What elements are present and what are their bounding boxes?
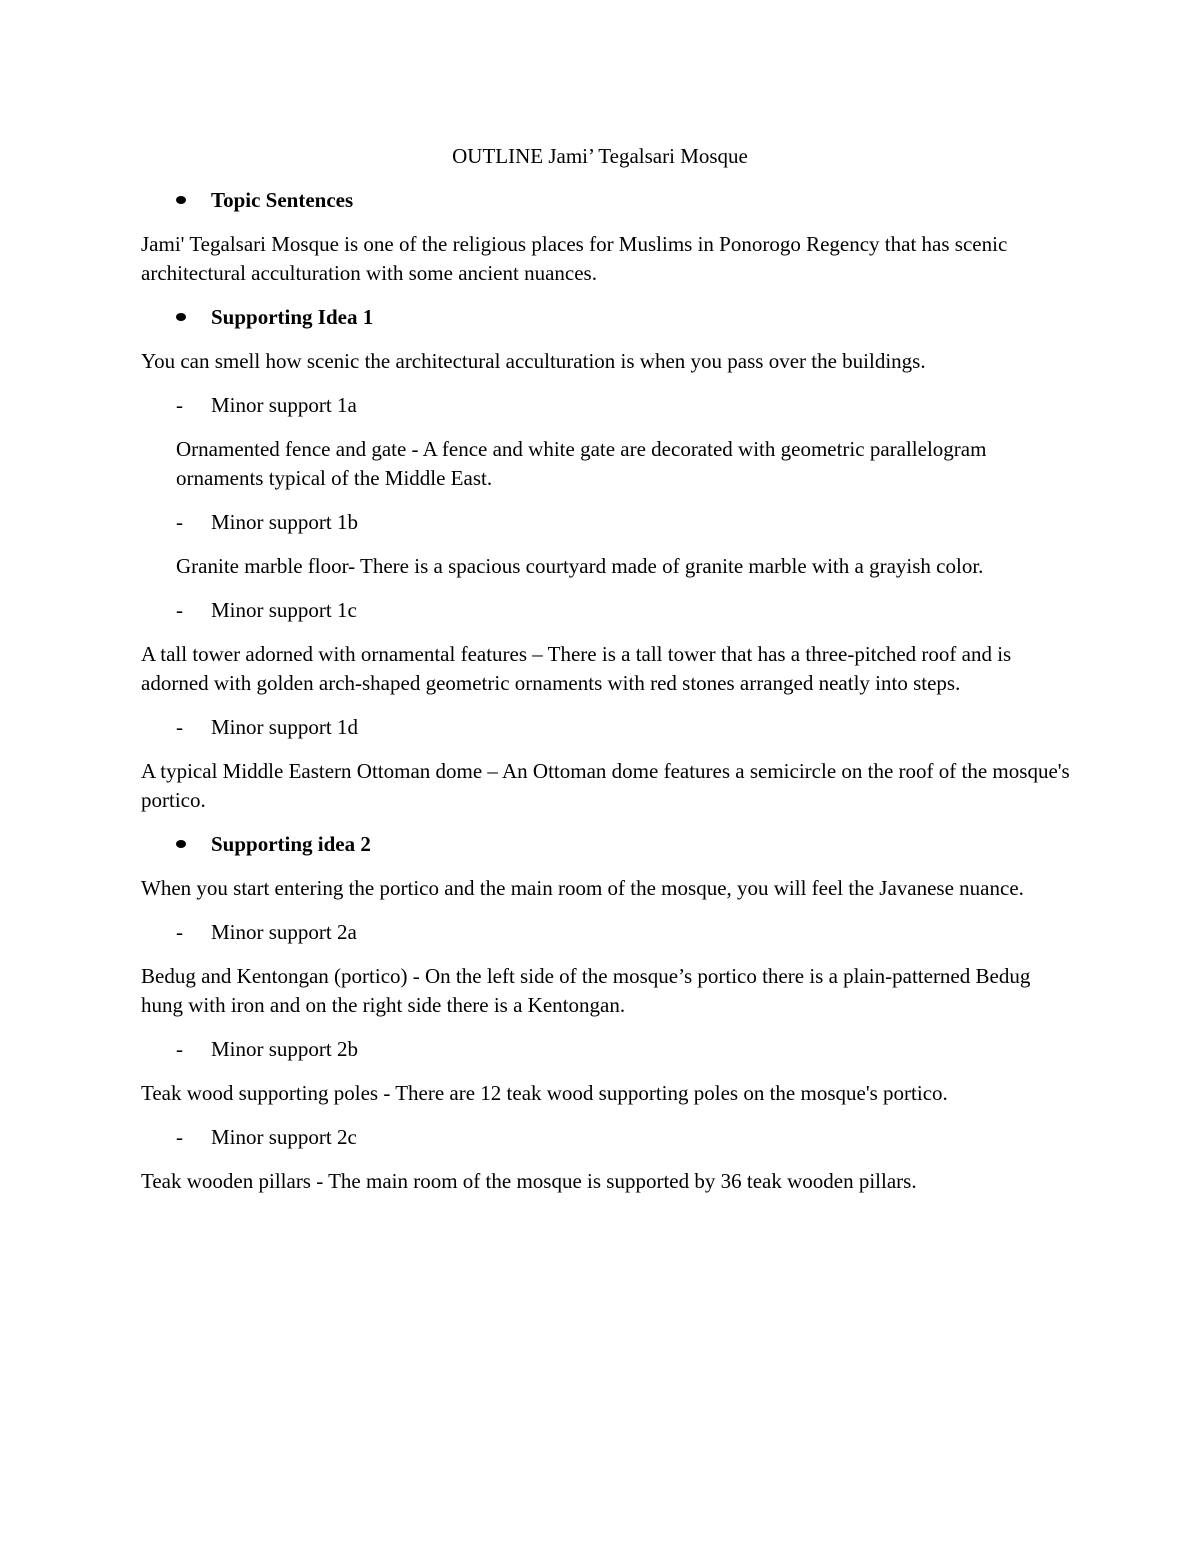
idea2-heading bbox=[141, 830, 1071, 859]
idea2-text: When you start entering the portico and the main room of the mosque, you will feel the Javanese nuance. bbox=[141, 876, 1024, 900]
minor-support-1d bbox=[141, 713, 1071, 742]
topic-heading-label: Topic Sentences bbox=[211, 188, 354, 212]
dash-marker: - bbox=[176, 393, 183, 417]
dash-marker: - bbox=[176, 1125, 183, 1149]
dash-marker: - bbox=[176, 715, 183, 739]
bullet-icon bbox=[176, 840, 186, 848]
outline-body bbox=[141, 186, 1071, 1211]
topic-heading bbox=[141, 186, 1071, 215]
minor-support-2a bbox=[141, 918, 1071, 947]
minor-support-label: Minor support 1b bbox=[211, 510, 358, 534]
minor-support-label: Minor support 1d bbox=[211, 715, 358, 739]
minor-support-text: Granite marble floor- There is a spacious courtyard made of granite marble with a grayish color. bbox=[176, 554, 984, 578]
minor-support-text: Ornamented fence and gate - A fence and white gate are decorated with geometric parallelogram ornaments typical of the Middle East. bbox=[176, 437, 987, 490]
minor-support-1b bbox=[141, 508, 1071, 537]
idea1-heading-label: Supporting Idea 1 bbox=[211, 305, 374, 329]
minor-support-1c bbox=[141, 596, 1071, 625]
dash-marker: - bbox=[176, 920, 183, 944]
minor-support-text: Teak wood supporting poles - There are 12 teak wood supporting poles on the mosque's portico. bbox=[141, 1081, 948, 1105]
page-title: OUTLINE Jami’ Tegalsari Mosque bbox=[452, 144, 748, 168]
minor-support-label: Minor support 1c bbox=[211, 598, 357, 622]
minor-support-text: A typical Middle Eastern Ottoman dome – An Ottoman dome features a semicircle on the roof of the mosque's portico. bbox=[141, 759, 1070, 812]
minor-support-2b bbox=[141, 1035, 1071, 1064]
dash-marker: - bbox=[176, 1037, 183, 1061]
dash-marker: - bbox=[176, 598, 183, 622]
dash-marker: - bbox=[176, 510, 183, 534]
topic-sentence: Jami' Tegalsari Mosque is one of the religious places for Muslims in Ponorogo Regency that has scenic architectural acculturation with some ancient nuances. bbox=[141, 232, 1008, 285]
minor-support-2c bbox=[141, 1123, 1071, 1152]
minor-support-text: A tall tower adorned with ornamental features – There is a tall tower that has a three-pitched roof and is adorned with golden arch-shaped geometric ornaments with red stones arranged neatly into steps. bbox=[141, 642, 1012, 695]
minor-support-label: Minor support 2a bbox=[211, 920, 357, 944]
idea2-heading-label: Supporting idea 2 bbox=[211, 832, 371, 856]
minor-support-label: Minor support 2c bbox=[211, 1125, 357, 1149]
minor-support-label: Minor support 1a bbox=[211, 393, 357, 417]
minor-support-text: Bedug and Kentongan (portico) - On the left side of the mosque’s portico there is a plain-patterned Bedug hung with iron and on the right side there is a Kentongan. bbox=[141, 964, 1031, 1017]
minor-support-1a bbox=[141, 391, 1071, 420]
minor-support-text: Teak wooden pillars - The main room of the mosque is supported by 36 teak wooden pillars. bbox=[141, 1169, 917, 1193]
idea1-heading bbox=[141, 303, 1071, 332]
minor-support-label: Minor support 2b bbox=[211, 1037, 358, 1061]
bullet-icon bbox=[176, 313, 186, 321]
idea1-text: You can smell how scenic the architectural acculturation is when you pass over the buildings. bbox=[141, 349, 926, 373]
bullet-icon bbox=[176, 196, 186, 204]
